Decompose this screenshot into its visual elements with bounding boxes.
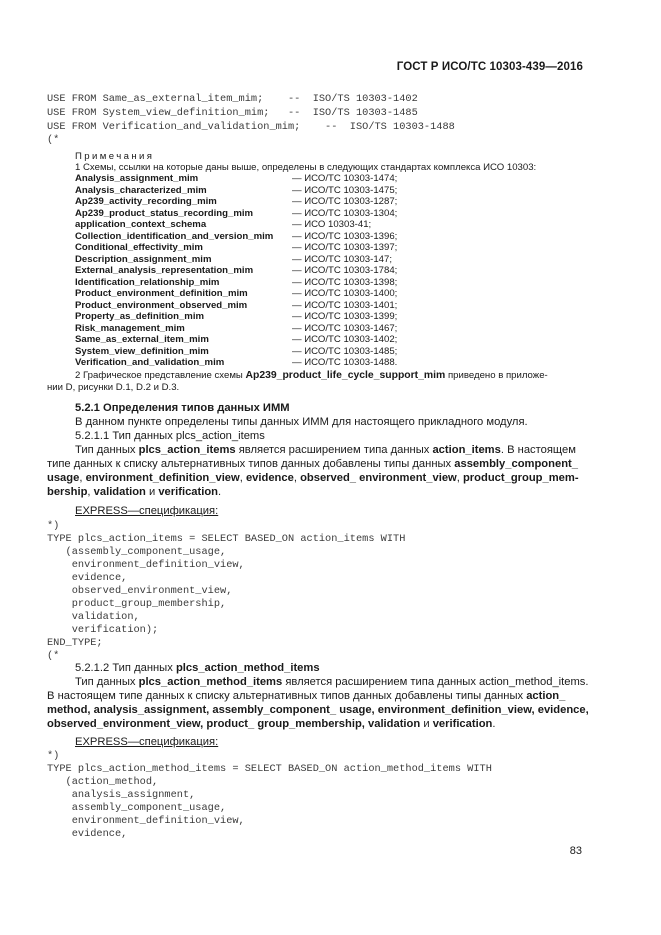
code-line: observed_environment_view,: [47, 585, 233, 597]
text: и: [420, 718, 433, 730]
schema-name: Conditional_effectivity_mim: [75, 242, 203, 253]
text: ,: [456, 472, 463, 484]
standard-ref: — ИСО/ТС 10303-1396;: [292, 230, 398, 242]
note-1-intro: 1 Схемы, ссылки на которые даны выше, определены в следующих стандартах комплекса ИСО 10303:: [75, 162, 537, 173]
schema-name: Analysis_characterized_mim: [75, 184, 207, 196]
text: .: [218, 486, 222, 498]
standard-ref: — ИСО/ТС 10303-1402;: [292, 334, 398, 345]
standard-ref: — ИСО/ТС 10303-1467;: [292, 322, 398, 334]
subsection-heading: 5.2.1.1 Тип данных plcs_action_items: [75, 430, 265, 442]
standard-ref: — ИСО 10303-41;: [292, 219, 372, 230]
section-heading: 5.2.1 Определения типов данных ИММ: [75, 402, 290, 414]
text: Тип данных: [75, 676, 139, 688]
subsection-heading: [75, 662, 320, 676]
paragraph-line: method, analysis_assignment, assembly_component_ usage, environment_definition_view, evidence,: [47, 704, 589, 716]
notes-heading: Примечания: [75, 151, 155, 162]
schema-name: Verification_and_validation_mim: [75, 357, 225, 368]
code-line: TYPE plcs_action_method_items = SELECT BASED_ON action_method_items WITH: [47, 763, 492, 775]
schema-name: System_view_definition_mim: [75, 345, 209, 357]
schema-name: Ap239_product_status_recording_mim: [75, 207, 254, 219]
type-name: verification: [158, 486, 219, 498]
use-from-line: USE FROM System_view_definition_mim; -- ISO/TS 10303-1485: [47, 107, 418, 119]
schema-name: Analysis_assignment_mim: [75, 173, 199, 184]
note-2-text: 2 Графическое представление схемы: [75, 370, 246, 381]
text: типе данных к списку альтернативных типов данных добавлены типы данных: [47, 458, 455, 470]
paragraph-line: [47, 458, 578, 472]
text: ,: [79, 472, 86, 484]
schema-name: Ap239_activity_recording_mim: [75, 196, 217, 207]
schema-name: application_context_schema: [75, 219, 207, 230]
code-line: validation,: [47, 611, 140, 623]
code-line: *): [47, 520, 60, 532]
text: ,: [87, 486, 94, 498]
use-from-line: USE FROM Same_as_external_item_mim; -- ISO/TS 10303-1402: [47, 93, 418, 105]
use-from-line: USE FROM Verification_and_validation_mim; -- ISO/TS 10303-1488: [47, 121, 455, 133]
text: Тип данных: [75, 444, 139, 456]
standard-ref: — ИСО/ТС 10303-1474;: [292, 173, 398, 184]
express-spec-label: EXPRESS—спецификация:: [75, 736, 219, 748]
paragraph-line: [47, 718, 495, 732]
schema-name: Collection_identification_and_version_mim: [75, 230, 274, 242]
text: является расширением типа данных: [235, 444, 433, 456]
text: .: [492, 718, 496, 730]
type-name: verification: [432, 718, 493, 730]
schema-name: Product_environment_definition_mim: [75, 288, 248, 299]
code-line: assembly_component_usage,: [47, 802, 227, 814]
type-name: validation: [93, 486, 146, 498]
note-2: [75, 370, 583, 382]
standard-ref: — ИСО/ТС 10303-1401;: [292, 299, 398, 311]
text: 5.2.1.2 Тип данных: [75, 662, 176, 674]
note-2-schema-name: Ap239_product_life_cycle_support_mim: [245, 370, 446, 381]
note-2-text: приведено в приложе-: [445, 370, 548, 381]
code-line: environment_definition_view,: [47, 559, 245, 571]
standard-ref: — ИСО/ТС 10303-1399;: [292, 311, 398, 322]
standard-ref: — ИСО/ТС 10303-1488.: [292, 357, 398, 368]
type-name: assembly_component_: [454, 458, 578, 470]
schema-name: Property_as_definition_mim: [75, 311, 205, 322]
type-name: product_group_mem-: [462, 472, 579, 484]
code-line: END_TYPE;: [47, 637, 103, 649]
schema-name: Product_environment_observed_mim: [75, 299, 248, 311]
standard-ref: — ИСО/ТС 10303-1485;: [292, 345, 398, 357]
standard-ref: — ИСО/ТС 10303-1398;: [292, 276, 398, 288]
standard-ref: — ИСО/ТС 10303-1784;: [292, 265, 398, 276]
text: ,: [239, 472, 246, 484]
type-name: environment_definition_view: [85, 472, 240, 484]
type-name: action_items: [432, 444, 501, 456]
type-name: observed_environment_view, product_ group_membership, validation: [47, 718, 421, 730]
type-name: plcs_action_method_items: [138, 676, 283, 688]
code-line: (action_method,: [47, 776, 159, 788]
standard-ref: — ИСО/ТС 10303-1475;: [292, 184, 398, 196]
text: . В настоящем: [500, 444, 576, 456]
paragraph-line: [47, 690, 565, 704]
type-name: plcs_action_method_items: [175, 662, 320, 674]
standard-header: ГОСТ Р ИСО/ТС 10303-439—2016: [396, 61, 583, 73]
code-line: (assembly_component_usage,: [47, 546, 227, 558]
code-line: environment_definition_view,: [47, 815, 245, 827]
type-name: action_: [526, 690, 566, 702]
paragraph-line: [75, 676, 589, 690]
schema-name: Same_as_external_item_mim: [75, 334, 209, 345]
comment-open: (*: [47, 134, 60, 146]
type-name: usage: [47, 472, 80, 484]
paragraph-line: [75, 444, 583, 458]
code-line: TYPE plcs_action_items = SELECT BASED_ON action_items WITH: [47, 533, 406, 545]
code-line: product_group_membership,: [47, 598, 227, 610]
code-line: verification);: [47, 624, 159, 636]
schema-name: Description_assignment_mim: [75, 253, 212, 265]
standard-ref: — ИСО/ТС 10303-147;: [292, 253, 392, 265]
note-2-continuation: нии D, рисунки D.1, D.2 и D.3.: [47, 382, 180, 393]
code-line: analysis_assignment,: [47, 789, 196, 801]
schema-name: Risk_management_mim: [75, 322, 185, 334]
standard-ref: — ИСО/ТС 10303-1287;: [292, 196, 398, 207]
schema-name: Identification_relationship_mim: [75, 276, 220, 288]
paragraph-line: [47, 472, 579, 486]
express-spec-label: EXPRESS—спецификация:: [75, 505, 219, 517]
code-line: *): [47, 750, 60, 762]
text: и: [145, 486, 159, 498]
text: В настоящем типе данных к списку альтернативных типов данных добавлены типы данных: [47, 690, 527, 702]
standard-ref: — ИСО/ТС 10303-1397;: [292, 242, 398, 253]
type-name: evidence: [245, 472, 294, 484]
standard-ref: — ИСО/ТС 10303-1304;: [292, 207, 398, 219]
standard-ref: — ИСО/ТС 10303-1400;: [292, 288, 398, 299]
code-line: (*: [47, 650, 60, 662]
type-name: bership: [47, 486, 88, 498]
type-name: observed_ environment_view: [300, 472, 457, 484]
page-number: 83: [569, 845, 582, 857]
section-intro: В данном пункте определены типы данных ИММ для настоящего прикладного модуля.: [75, 416, 528, 428]
type-name: plcs_action_items: [138, 444, 236, 456]
text: является расширением типа данных action_method_items.: [282, 676, 589, 688]
paragraph-line: [47, 486, 221, 500]
code-line: evidence,: [47, 828, 128, 840]
code-line: evidence,: [47, 572, 128, 584]
schema-name: External_analysis_representation_mim: [75, 265, 254, 276]
text: ,: [293, 472, 301, 484]
